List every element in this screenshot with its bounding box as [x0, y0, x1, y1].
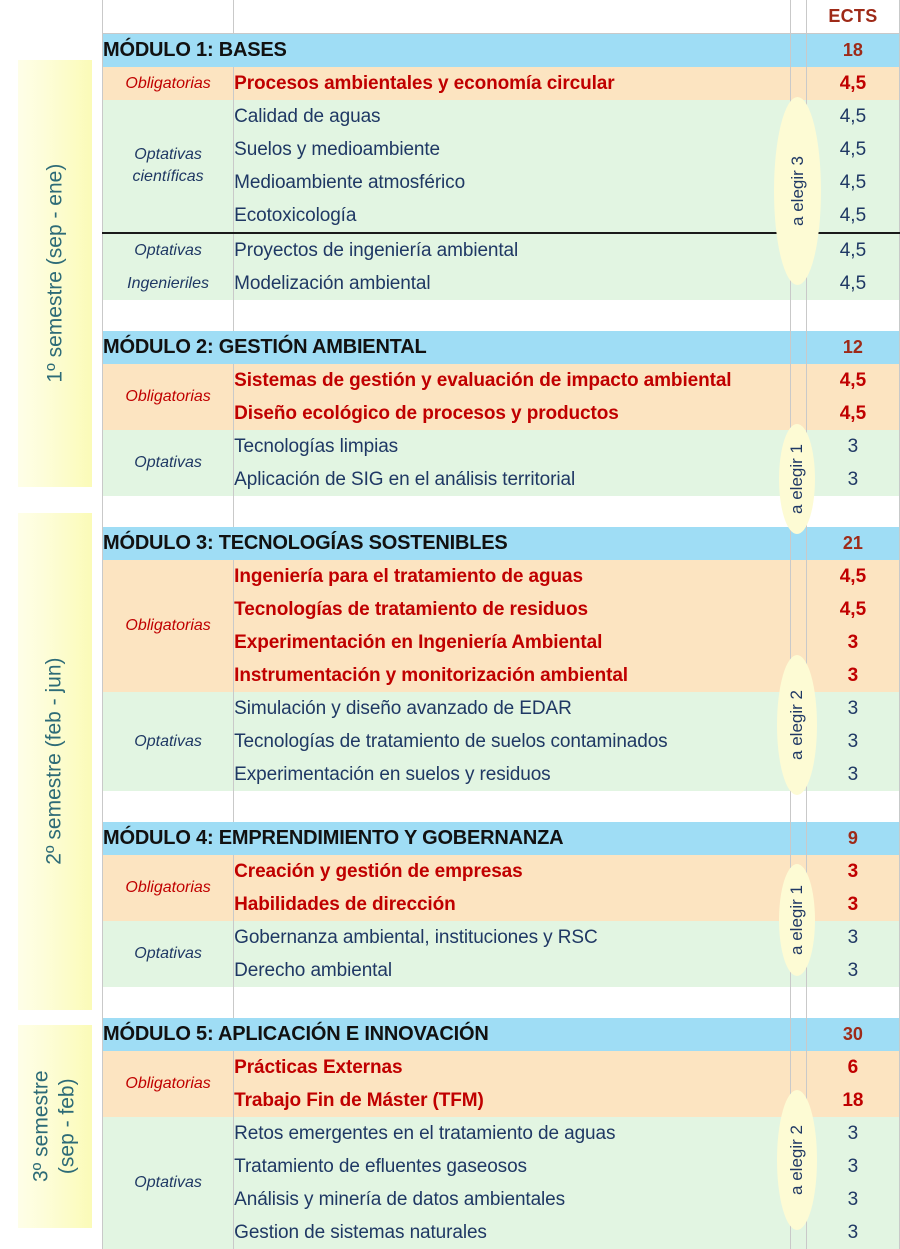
course-pick-cell: [790, 855, 806, 888]
semester-label-2: 2º semestre (feb - jun): [42, 657, 66, 866]
course-type: Obligatorias: [103, 67, 234, 100]
course-name: Calidad de aguas: [234, 100, 791, 133]
table-row: [103, 267, 900, 300]
choose-badge-label: a elegir 3: [787, 156, 807, 226]
course-pick-cell: [790, 921, 806, 954]
module-header-row: [103, 331, 900, 364]
course-ects: 3: [806, 758, 899, 791]
module-ects: 30: [806, 1018, 899, 1051]
course-ects: 4,5: [806, 364, 899, 397]
course-name: Aplicación de SIG en el análisis territorial: [234, 463, 791, 496]
semester-band-3: [18, 1025, 92, 1228]
course-name: Proyectos de ingeniería ambiental: [234, 233, 791, 267]
course-name: Trabajo Fin de Máster (TFM): [234, 1084, 791, 1117]
table-row: [103, 1117, 900, 1150]
table-row: [103, 692, 900, 725]
course-ects: 3: [806, 659, 899, 692]
module-spacer-row: [103, 791, 900, 822]
choose-badge-label: a elegir 2: [787, 690, 806, 760]
course-pick-cell: [790, 1051, 806, 1084]
course-pick-cell: [790, 267, 806, 300]
course-type: Obligatorias: [103, 364, 234, 430]
header-type-cell: [103, 0, 234, 34]
course-pick-cell: [790, 888, 806, 921]
module-header-row: [103, 34, 900, 68]
course-type: [103, 100, 234, 133]
header-pick-cell: [790, 0, 806, 34]
course-ects: 18: [806, 1084, 899, 1117]
module-ects: 9: [806, 822, 899, 855]
semester-rail: [0, 0, 102, 1239]
course-ects: 6: [806, 1051, 899, 1084]
module-spacer-row: [103, 987, 900, 1018]
course-pick-cell: [790, 1183, 806, 1216]
table-row: [103, 921, 900, 954]
course-ects: 4,5: [806, 100, 899, 133]
header-ects-label: ECTS: [806, 0, 899, 34]
module-title: MÓDULO 1: BASES: [103, 34, 791, 68]
module-pick-cell: [790, 527, 806, 560]
course-ects: 3: [806, 1150, 899, 1183]
course-ects: 3: [806, 855, 899, 888]
module-ects: 12: [806, 331, 899, 364]
semester-band-2: [18, 513, 92, 1010]
course-ects: 4,5: [806, 560, 899, 593]
course-name: Habilidades de dirección: [234, 888, 791, 921]
course-type-line1: Optativas: [134, 146, 202, 164]
course-name: Gestion de sistemas naturales: [234, 1216, 791, 1249]
table-row: [103, 233, 900, 267]
course-name: Derecho ambiental: [234, 954, 791, 987]
course-ects: 3: [806, 463, 899, 496]
module-pick-cell: [790, 1018, 806, 1051]
course-name: Creación y gestión de empresas: [234, 855, 791, 888]
table-row: [103, 364, 900, 397]
course-ects: 3: [806, 725, 899, 758]
course-ects: 4,5: [806, 67, 899, 100]
table-row: [103, 430, 900, 463]
course-pick-cell: [790, 954, 806, 987]
course-ects: 4,5: [806, 233, 899, 267]
course-pick-cell: [790, 626, 806, 659]
table-row: [103, 100, 900, 133]
module-pick-cell: [790, 331, 806, 364]
course-ects: 3: [806, 1216, 899, 1249]
course-pick-cell: [790, 758, 806, 791]
course-ects: 3: [806, 921, 899, 954]
course-ects: 3: [806, 430, 899, 463]
table-row: [103, 1051, 900, 1084]
course-pick-cell: [790, 199, 806, 233]
course-ects: 4,5: [806, 593, 899, 626]
module-spacer-row: [103, 300, 900, 331]
course-name: Tratamiento de efluentes gaseosos: [234, 1150, 791, 1183]
course-pick-cell: [790, 692, 806, 725]
course-pick-cell: [790, 397, 806, 430]
module-spacer-row: [103, 496, 900, 527]
course-name: Ingeniería para el tratamiento de aguas: [234, 560, 791, 593]
course-ects: 3: [806, 692, 899, 725]
course-pick-cell: [790, 133, 806, 166]
course-pick-cell: [790, 560, 806, 593]
curriculum-table: [102, 0, 900, 1249]
course-name: Suelos y medioambiente: [234, 133, 791, 166]
course-pick-cell: [790, 1117, 806, 1150]
course-pick-cell: [790, 430, 806, 463]
course-type: Obligatorias: [103, 560, 234, 692]
course-name: Prácticas Externas: [234, 1051, 791, 1084]
semester-label-1: 1º semestre (sep - ene): [42, 164, 66, 383]
table-header-row: [103, 0, 900, 34]
course-ects: 4,5: [806, 166, 899, 199]
course-pick-cell: [790, 725, 806, 758]
course-name: Análisis y minería de datos ambientales: [234, 1183, 791, 1216]
course-name: Sistemas de gestión y evaluación de impacto ambiental: [234, 364, 791, 397]
module-pick-cell: [790, 822, 806, 855]
course-ects: 4,5: [806, 267, 899, 300]
course-pick-cell: [790, 364, 806, 397]
course-type: Optativas: [103, 921, 234, 987]
course-ects: 3: [806, 954, 899, 987]
course-name: Medioambiente atmosférico: [234, 166, 791, 199]
course-ects: 3: [806, 1183, 899, 1216]
course-name: Retos emergentes en el tratamiento de aguas: [234, 1117, 791, 1150]
course-name: Tecnologías de tratamiento de suelos contaminados: [234, 725, 791, 758]
module-title: MÓDULO 4: EMPRENDIMIENTO Y GOBERNANZA: [103, 822, 791, 855]
course-type: Optativas: [103, 692, 234, 791]
module-header-row: [103, 822, 900, 855]
course-name: Tecnologías de tratamiento de residuos: [234, 593, 791, 626]
table-row: [103, 67, 900, 100]
course-name: Instrumentación y monitorización ambiental: [234, 659, 791, 692]
course-type: Optativas: [103, 1117, 234, 1249]
course-type: [103, 199, 234, 233]
module-title: MÓDULO 2: GESTIÓN AMBIENTAL: [103, 331, 791, 364]
course-pick-cell: [790, 463, 806, 496]
header-name-cell: [234, 0, 791, 34]
course-ects: 3: [806, 1117, 899, 1150]
course-name: Simulación y diseño avanzado de EDAR: [234, 692, 791, 725]
course-ects: 4,5: [806, 133, 899, 166]
course-ects: 3: [806, 626, 899, 659]
course-ects: 4,5: [806, 199, 899, 233]
course-type-line2: científicas: [132, 168, 204, 185]
module-header-row: [103, 1018, 900, 1051]
course-name: Experimentación en suelos y residuos: [234, 758, 791, 791]
table-row: [103, 199, 900, 233]
course-pick-cell: [790, 67, 806, 100]
course-type: Ingenieriles: [103, 267, 234, 300]
course-pick-cell: [790, 1084, 806, 1117]
choose-badge-label: a elegir 2: [787, 1125, 806, 1195]
table-row: [103, 560, 900, 593]
course-type: Optativas: [103, 233, 234, 267]
course-pick-cell: [790, 100, 806, 133]
module-ects: 21: [806, 527, 899, 560]
course-ects: 3: [806, 888, 899, 921]
course-name: Modelización ambiental: [234, 267, 791, 300]
course-name: Diseño ecológico de procesos y productos: [234, 397, 791, 430]
course-name: Ecotoxicología: [234, 199, 791, 233]
course-ects: 4,5: [806, 397, 899, 430]
course-type: [103, 133, 234, 199]
table-row: [103, 133, 900, 166]
course-pick-cell: [790, 1150, 806, 1183]
course-pick-cell: [790, 593, 806, 626]
course-type: Obligatorias: [103, 1051, 234, 1117]
course-name: Experimentación en Ingeniería Ambiental: [234, 626, 791, 659]
table-row: [103, 855, 900, 888]
course-pick-cell: [790, 659, 806, 692]
module-pick-cell: [790, 34, 806, 68]
module-ects: 18: [806, 34, 899, 68]
semester-band-1: [18, 60, 92, 487]
course-type: Obligatorias: [103, 855, 234, 921]
course-name: Gobernanza ambiental, instituciones y RSC: [234, 921, 791, 954]
module-title: MÓDULO 3: TECNOLOGÍAS SOSTENIBLES: [103, 527, 791, 560]
module-title: MÓDULO 5: APLICACIÓN E INNOVACIÓN: [103, 1018, 791, 1051]
course-type: Optativas: [103, 430, 234, 496]
semester-label-3: 3º semestre (sep - feb): [29, 1070, 80, 1183]
choose-badge-label: a elegir 1: [787, 885, 806, 955]
course-name: Tecnologías limpias: [234, 430, 791, 463]
course-name: Procesos ambientales y economía circular: [234, 67, 791, 100]
course-pick-cell: [790, 233, 806, 267]
module-header-row: [103, 527, 900, 560]
course-pick-cell: [790, 166, 806, 199]
course-pick-cell: [790, 1216, 806, 1249]
choose-badge-label: a elegir 1: [787, 444, 806, 514]
